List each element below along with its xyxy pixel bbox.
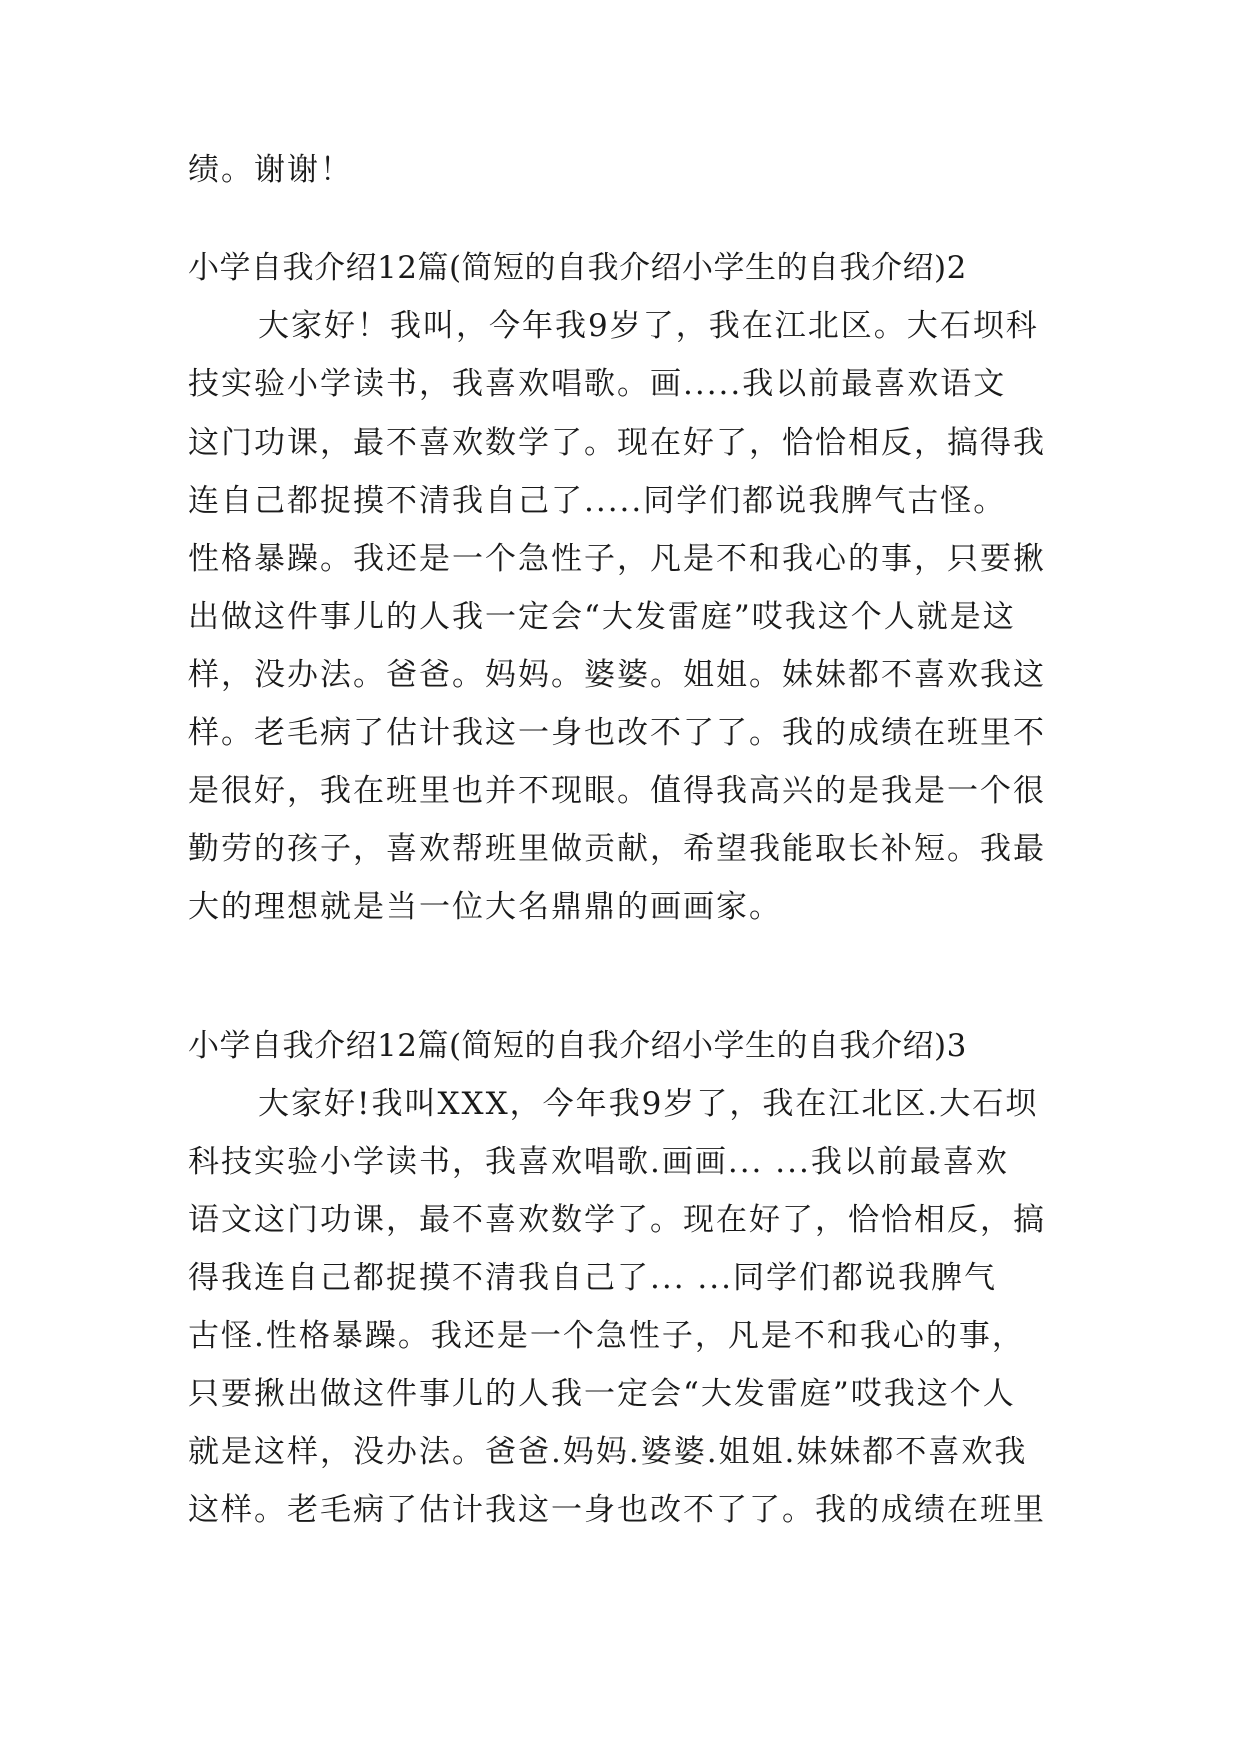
text-line: 这门功课，最不喜欢数学了。现在好了，恰恰相反，搞得我 <box>188 425 1046 461</box>
text-line: 就是这样，没办法。爸爸.妈妈.婆婆.姐姐.妹妹都不喜欢我 <box>188 1434 1028 1470</box>
paragraph-first-line: 大家好!我叫XXX，今年我9岁了，我在江北区.大石坝 <box>258 1086 1039 1122</box>
text-line: 样，没办法。爸爸。妈妈。婆婆。姐姐。妹妹都不喜欢我这 <box>188 657 1046 693</box>
text-line: 大的理想就是当一位大名鼎鼎的画画家。 <box>188 889 782 925</box>
text-line: 勤劳的孩子，喜欢帮班里做贡献，希望我能取长补短。我最 <box>188 831 1046 867</box>
text-line: 古怪.性格暴躁。我还是一个急性子，凡是不和我心的事， <box>188 1318 1025 1354</box>
text-line: 性格暴躁。我还是一个急性子，凡是不和我心的事，只要揪 <box>188 541 1046 577</box>
section-heading: 小学自我介绍12篇(简短的自我介绍小学生的自我介绍)2 <box>188 250 967 286</box>
text-line: 只要揪出做这件事儿的人我一定会“大发雷庭”哎我这个人 <box>188 1376 1016 1412</box>
text-line: 是很好，我在班里也并不现眼。值得我高兴的是我是一个很 <box>188 773 1046 809</box>
text-line: 绩。谢谢！ <box>188 152 353 188</box>
text-line: 出做这件事儿的人我一定会“大发雷庭”哎我这个人就是这 <box>188 599 1016 635</box>
text-line: 这样。老毛病了估计我这一身也改不了了。我的成绩在班里 <box>188 1492 1046 1528</box>
text-line: 连自己都捉摸不清我自己了.....同学们都说我脾气古怪。 <box>188 483 1007 519</box>
text-line: 技实验小学读书，我喜欢唱歌。画.....我以前最喜欢语文 <box>188 366 1007 402</box>
text-line: 语文这门功课，最不喜欢数学了。现在好了，恰恰相反，搞 <box>188 1202 1046 1238</box>
paragraph-first-line: 大家好！我叫，今年我9岁了，我在江北区。大石坝科 <box>258 308 1039 344</box>
text-line: 科技实验小学读书，我喜欢唱歌.画画... ...我以前最喜欢 <box>188 1144 1009 1180</box>
section-heading: 小学自我介绍12篇(简短的自我介绍小学生的自我介绍)3 <box>188 1028 967 1064</box>
text-line: 得我连自己都捉摸不清我自己了... ...同学们都说我脾气 <box>188 1260 997 1296</box>
text-line: 样。老毛病了估计我这一身也改不了了。我的成绩在班里不 <box>188 715 1046 751</box>
